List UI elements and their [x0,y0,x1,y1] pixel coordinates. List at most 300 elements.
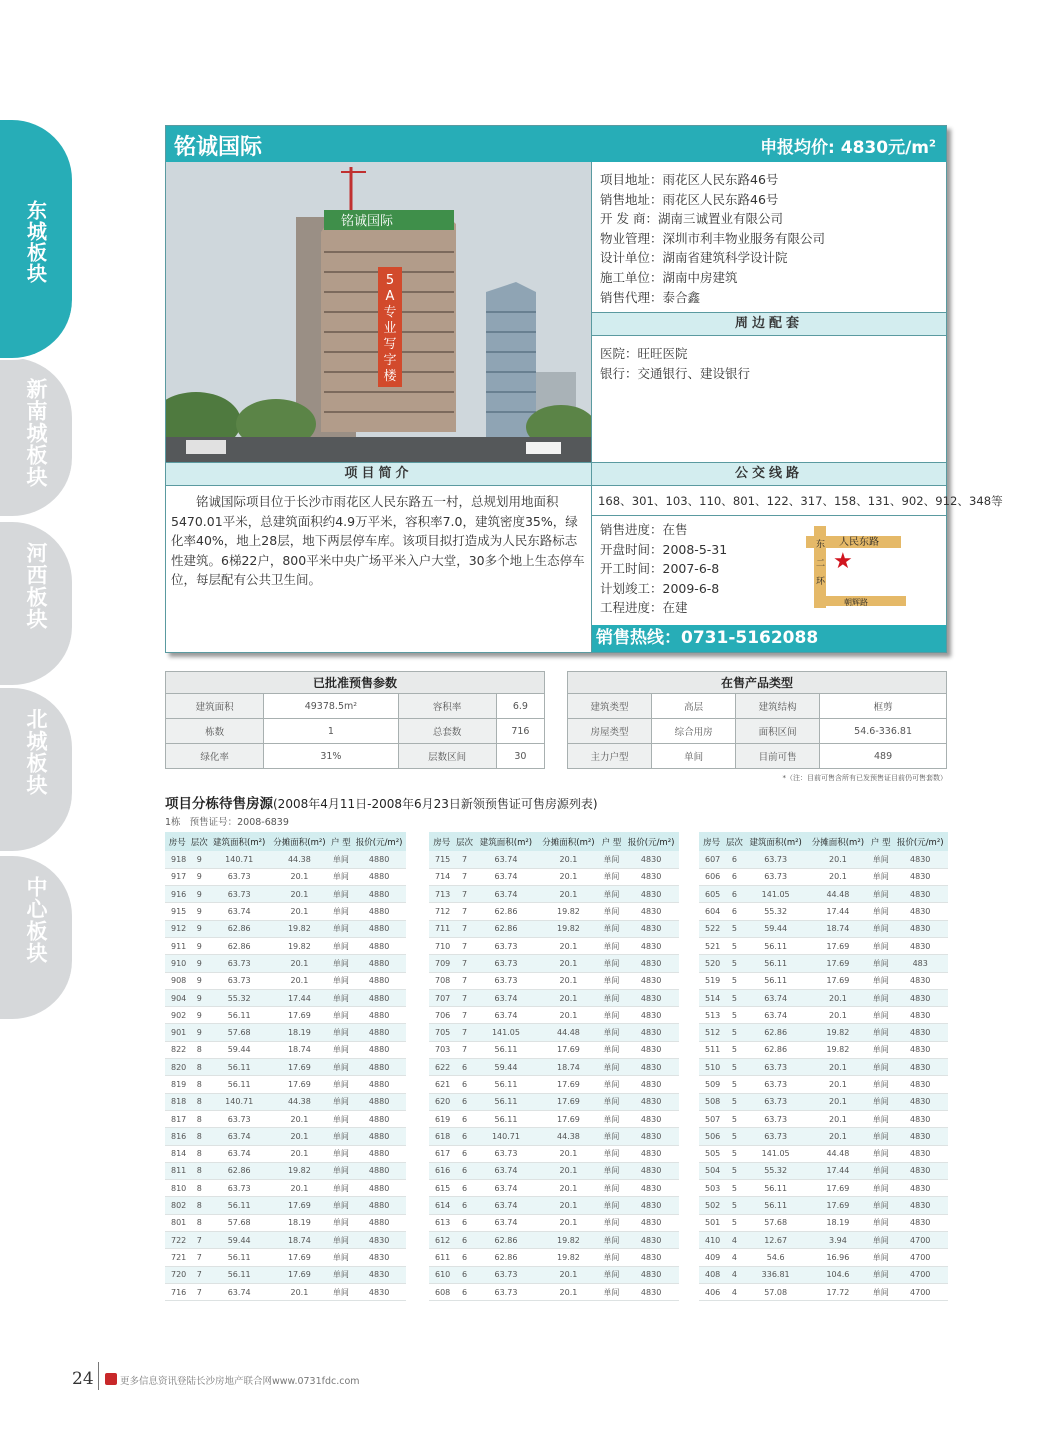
table-cell: 4830 [623,972,679,989]
status-line: 开盘时间：2008-5-31 [600,541,728,557]
table-cell: 4830 [892,851,948,868]
table-cell: 17.44 [807,903,869,920]
table-cell: 17.69 [537,1110,599,1127]
table-cell: 20.1 [807,1110,869,1127]
table-cell: 59.44 [475,1059,537,1076]
table-cell: 605 [699,886,724,903]
table-cell: 17.44 [269,989,329,1006]
average-price: 申报均价: 4830元$/m^2$ [760,138,936,158]
table-cell: 20.1 [537,851,599,868]
table-cell: 单间 [330,972,353,989]
table-cell: 4880 [352,1059,406,1076]
table-cell: 4830 [623,1007,679,1024]
table-cell: 56.11 [745,1197,807,1214]
table-cell: 63.73 [475,1283,537,1300]
table-cell: 6 [454,1232,474,1249]
table-cell: 单间 [600,920,624,937]
table-cell: 单间 [600,1076,624,1093]
table-row [165,1093,406,1110]
table-cell: 57.68 [209,1024,269,1041]
table-cell: 6 [454,1110,474,1127]
table-cell: 单间 [869,1076,892,1093]
table-cell: 4880 [352,1041,406,1058]
table-cell: 802 [165,1197,189,1214]
table-row [699,1041,948,1058]
table-cell: 18.19 [269,1024,329,1041]
table-cell: 9 [189,920,209,937]
table-row [429,1162,679,1179]
table-cell: 6 [724,868,744,885]
table-cell: 606 [699,868,724,885]
column-header: 建筑面积(m²) [209,832,269,851]
table-cell: 单间 [330,1041,353,1058]
table-cell: 902 [165,1007,189,1024]
table-cell: 9 [189,868,209,885]
table-row [429,851,679,868]
table-cell: 611 [429,1249,454,1266]
table-cell: 610 [429,1266,454,1283]
table-cell: 5 [724,1162,744,1179]
table-cell: 9 [189,989,209,1006]
table-cell: 20.1 [537,1197,599,1214]
table-cell: 822 [165,1041,189,1058]
table-cell: 63.74 [475,1197,537,1214]
status-line: 工程进度：在建 [600,600,688,615]
table-cell: 503 [699,1180,724,1197]
product-type-table [567,671,947,769]
column-header: 报价(元/m²) [623,832,679,851]
table-row [165,903,406,920]
detail-line: 设计单位：湖南省建筑科学设计院 [600,250,788,266]
table-row [699,1249,948,1266]
table-cell: 20.1 [537,1007,599,1024]
table-cell: 56.11 [745,1180,807,1197]
side-tab-2[interactable] [0,358,72,518]
table-row [165,989,406,1006]
table-cell: 7 [454,937,474,954]
table-row [429,920,679,937]
column-header: 分摊面积(m²) [807,832,869,851]
table-cell: 63.74 [475,1214,537,1231]
table-cell: 63.73 [209,868,269,885]
table-cell: 141.05 [745,1145,807,1162]
photo-crown-sign: 铭诚国际 [341,214,394,229]
status-line: 开工时间：2007-6-8 [600,561,720,576]
table-cell: 56.11 [475,1110,537,1127]
side-tab-1[interactable] [0,120,72,360]
table-cell: 19.82 [537,1249,599,1266]
table-cell: 20.1 [537,989,599,1006]
table-cell: 56.11 [745,937,807,954]
table-cell: 20.1 [807,1128,869,1145]
table-row [699,1283,948,1300]
table-row [165,1007,406,1024]
table-cell: 单间 [600,1041,624,1058]
param-value: 单间 [652,744,736,769]
table-cell: 单间 [600,1180,624,1197]
side-tab-label: 河西板块 [24,542,48,630]
table-row [429,1110,679,1127]
table-cell: 8 [189,1197,209,1214]
detail-line: 项目地址：雨花区人民东路46号 [600,172,779,187]
table-cell: 56.11 [209,1076,269,1093]
table-cell: 63.73 [745,1128,807,1145]
detail-line: 销售地址：雨花区人民东路46号 [600,191,779,207]
table-cell: 4880 [352,1076,406,1093]
table-cell: 单间 [600,955,624,972]
table-cell: 63.74 [209,1145,269,1162]
table-cell: 612 [429,1232,454,1249]
table-cell: 621 [429,1076,454,1093]
surrounding-item: 银行：交通银行、建设银行 [600,365,751,381]
side-tab-4[interactable] [0,688,72,853]
table-cell: 4830 [892,920,948,937]
table-cell: 904 [165,989,189,1006]
table-cell: 8 [189,1162,209,1179]
map-road-chaohui: 朝辉路 [844,598,868,607]
table-cell: 141.05 [745,886,807,903]
table-row [165,1024,406,1041]
table-cell: 7 [454,1024,474,1041]
table-cell: 720 [165,1266,189,1283]
table-cell: 17.69 [807,972,869,989]
listing-table-1 [165,832,406,1301]
table-cell: 单间 [600,1128,624,1145]
table-cell: 4830 [892,1214,948,1231]
table-cell: 4830 [623,886,679,903]
table-cell: 17.69 [269,1197,329,1214]
table-cell: 4830 [352,1266,406,1283]
detail-line: 施工单位：湖南中房建筑 [600,269,738,285]
param-key: 容积率 [398,694,496,719]
table-cell: 单间 [330,868,353,885]
table-cell: 63.73 [475,955,537,972]
table-cell: 6 [454,1197,474,1214]
table-cell: 单间 [869,903,892,920]
param-value: 31% [264,744,398,769]
param-value: 54.6-336.81 [820,719,947,744]
table-cell: 19.82 [807,1041,869,1058]
table-cell: 17.69 [537,1076,599,1093]
status-line: 销售进度：在售 [600,522,688,537]
table-cell: 519 [699,972,724,989]
table-cell: 483 [892,955,948,972]
table-cell: 6 [454,1283,474,1300]
table-cell: 715 [429,851,454,868]
table-cell: 17.69 [269,1007,329,1024]
table-cell: 706 [429,1007,454,1024]
table-row [699,1076,948,1093]
table-cell: 54.6 [745,1249,807,1266]
table-cell: 7 [189,1232,209,1249]
footer-link[interactable]: 更多信息资讯登陆长沙房地产联合网www.0731fdc.com [120,1376,360,1387]
table-cell: 单间 [330,1007,353,1024]
table-cell: 57.08 [745,1283,807,1300]
param-key: 房屋类型 [568,719,652,744]
table-cell: 20.1 [269,1110,329,1127]
table-cell: 44.38 [269,851,329,868]
table-cell: 62.86 [475,903,537,920]
table-cell: 18.74 [807,920,869,937]
table-cell: 17.69 [269,1266,329,1283]
table-cell: 6 [454,1214,474,1231]
table-cell: 单间 [869,868,892,885]
table-cell: 705 [429,1024,454,1041]
table-cell: 8 [189,1041,209,1058]
table-cell: 4880 [352,989,406,1006]
table-cell: 63.74 [475,851,537,868]
table-cell: 单间 [600,903,624,920]
table-cell: 单间 [600,1007,624,1024]
table-cell: 4830 [892,1059,948,1076]
table-row [699,1093,948,1110]
table-cell: 4830 [623,1180,679,1197]
table-cell: 63.74 [475,989,537,1006]
table-cell: 单间 [600,1232,624,1249]
table-cell: 44.48 [537,1024,599,1041]
table-cell: 单间 [869,1007,892,1024]
table-cell: 单间 [600,1266,624,1283]
table-cell: 20.1 [807,1093,869,1110]
table-row [429,1214,679,1231]
table-cell: 5 [724,1214,744,1231]
table-row [429,1232,679,1249]
status-line: 计划竣工：2009-6-8 [600,580,720,596]
table-row [699,920,948,937]
table-cell: 5 [724,1180,744,1197]
table-cell: 140.71 [209,1093,269,1110]
table-row [429,989,679,1006]
table-cell: 4830 [623,920,679,937]
table-cell: 511 [699,1041,724,1058]
table-cell: 521 [699,937,724,954]
table-cell: 20.1 [807,989,869,1006]
param-key: 绿化率 [166,744,264,769]
table-cell: 20.1 [537,937,599,954]
table-title: 在售产品类型 [568,672,947,694]
listing-table-3 [699,832,948,1301]
table-cell: 4830 [892,886,948,903]
table-cell: 单间 [600,1214,624,1231]
table-cell: 7 [454,989,474,1006]
column-header: 建筑面积(m²) [745,832,807,851]
presale-params-table [165,671,545,769]
table-cell: 20.1 [269,868,329,885]
table-row [429,955,679,972]
table-cell: 19.82 [537,920,599,937]
table-cell: 44.38 [537,1128,599,1145]
table-cell: 4830 [352,1283,406,1300]
table-cell: 17.69 [807,955,869,972]
table-row [165,1283,406,1300]
table-cell: 4830 [623,1197,679,1214]
table-cell: 17.69 [807,1180,869,1197]
table-cell: 56.11 [209,1007,269,1024]
table-cell: 502 [699,1197,724,1214]
table-cell: 505 [699,1145,724,1162]
table-cell: 44.48 [807,886,869,903]
table-cell: 18.74 [269,1041,329,1058]
table-cell: 814 [165,1145,189,1162]
table-cell: 501 [699,1214,724,1231]
table-cell: 4830 [623,1283,679,1300]
table-cell: 712 [429,903,454,920]
table-cell: 4830 [892,937,948,954]
table-cell: 6 [454,1145,474,1162]
table-cell: 507 [699,1110,724,1127]
table-cell: 55.32 [745,1162,807,1179]
table-cell: 408 [699,1266,724,1283]
table-cell: 6 [724,851,744,868]
table-cell: 721 [165,1249,189,1266]
table-cell: 7 [454,868,474,885]
intro-header: 项目简介 [166,462,592,486]
table-cell: 20.1 [807,868,869,885]
param-value: 6.9 [496,694,544,719]
table-cell: 508 [699,1093,724,1110]
table-row [699,972,948,989]
table-row [165,1266,406,1283]
table-row [699,1059,948,1076]
table-cell: 9 [189,1024,209,1041]
table-cell: 409 [699,1249,724,1266]
table-cell: 8 [189,1180,209,1197]
availability-note: *（注：目前可售含所有已发预售证目前仍可售套数） [782,774,947,782]
table-cell: 20.1 [537,1162,599,1179]
table-cell: 4880 [352,937,406,954]
table-cell: 12.67 [745,1232,807,1249]
table-cell: 5 [724,1128,744,1145]
table-cell: 单间 [600,1249,624,1266]
table-cell: 4830 [623,1214,679,1231]
table-cell: 918 [165,851,189,868]
project-card [165,125,1003,653]
table-cell: 4830 [623,1249,679,1266]
table-cell: 703 [429,1041,454,1058]
column-header: 层次 [454,832,474,851]
table-cell: 56.11 [745,955,807,972]
table-cell: 8 [189,1128,209,1145]
site-logo-icon [105,1373,117,1385]
table-cell: 801 [165,1214,189,1231]
table-cell: 17.44 [807,1162,869,1179]
table-cell: 63.74 [475,1007,537,1024]
table-cell: 620 [429,1093,454,1110]
table-cell: 910 [165,955,189,972]
table-cell: 18.19 [269,1214,329,1231]
table-cell: 5 [724,955,744,972]
table-cell: 20.1 [269,886,329,903]
table-cell: 406 [699,1283,724,1300]
table-cell: 5 [724,1041,744,1058]
surroundings-header: 周边配套 [592,312,946,336]
table-cell: 63.73 [745,1110,807,1127]
table-cell: 816 [165,1128,189,1145]
table-cell: 5 [724,937,744,954]
table-cell: 4830 [892,972,948,989]
map-road-renmin: 人民东路 [839,537,879,548]
table-cell: 63.73 [745,1076,807,1093]
param-value: 716 [496,719,544,744]
table-cell: 5 [724,920,744,937]
table-cell: 4880 [352,868,406,885]
table-row [165,1249,406,1266]
param-key: 建筑面积 [166,694,264,719]
table-cell: 617 [429,1145,454,1162]
column-header: 层次 [724,832,744,851]
table-cell: 17.69 [537,1041,599,1058]
table-cell: 4830 [623,851,679,868]
table-cell: 单间 [869,851,892,868]
table-row [165,1128,406,1145]
project-name: 铭诚国际 [174,135,263,160]
table-row [429,1024,679,1041]
table-cell: 单间 [869,1059,892,1076]
table-row [165,1110,406,1127]
table-cell: 59.44 [209,1041,269,1058]
table-row [699,886,948,903]
table-cell: 5 [724,1024,744,1041]
table-cell: 单间 [600,1162,624,1179]
table-cell: 9 [189,1007,209,1024]
table-row [165,1232,406,1249]
table-row [699,1266,948,1283]
table-cell: 单间 [330,1024,353,1041]
table-row [429,1283,679,1300]
map-road-donger-3: 环 [816,577,826,587]
table-row [699,1162,948,1179]
table-cell: 62.86 [475,920,537,937]
param-row [568,719,947,744]
table-cell: 单间 [600,1059,624,1076]
side-tab-3[interactable] [0,522,72,687]
table-cell: 63.73 [209,1180,269,1197]
table-cell: 4830 [892,1024,948,1041]
table-row [165,920,406,937]
side-tab-5[interactable] [0,856,72,1021]
table-cell: 63.73 [745,868,807,885]
table-cell: 62.86 [209,937,269,954]
table-cell: 单间 [869,1283,892,1300]
table-cell: 56.11 [475,1076,537,1093]
side-tab-label: 北城板块 [24,708,48,796]
table-cell: 20.1 [537,972,599,989]
table-cell: 57.68 [209,1214,269,1231]
table-cell: 19.82 [269,937,329,954]
table-cell: 单间 [869,1110,892,1127]
table-cell: 63.73 [209,1110,269,1127]
table-cell: 4830 [623,1145,679,1162]
table-cell: 单间 [330,1145,353,1162]
param-key: 层数区间 [398,744,496,769]
table-cell: 6 [454,1249,474,1266]
table-cell: 20.1 [269,903,329,920]
table-cell: 单间 [869,972,892,989]
table-cell: 4830 [623,937,679,954]
table-cell: 63.74 [475,886,537,903]
table-cell: 18.74 [269,1232,329,1249]
table-cell: 6 [454,1128,474,1145]
table-cell: 9 [189,955,209,972]
table-cell: 单间 [600,1145,624,1162]
table-cell: 4700 [892,1249,948,1266]
table-cell: 4880 [352,1162,406,1179]
table-cell: 单间 [330,903,353,920]
table-row [429,1249,679,1266]
detail-line: 开 发 商：湖南三诚置业有限公司 [600,211,783,227]
table-cell: 608 [429,1283,454,1300]
table-row [699,1128,948,1145]
